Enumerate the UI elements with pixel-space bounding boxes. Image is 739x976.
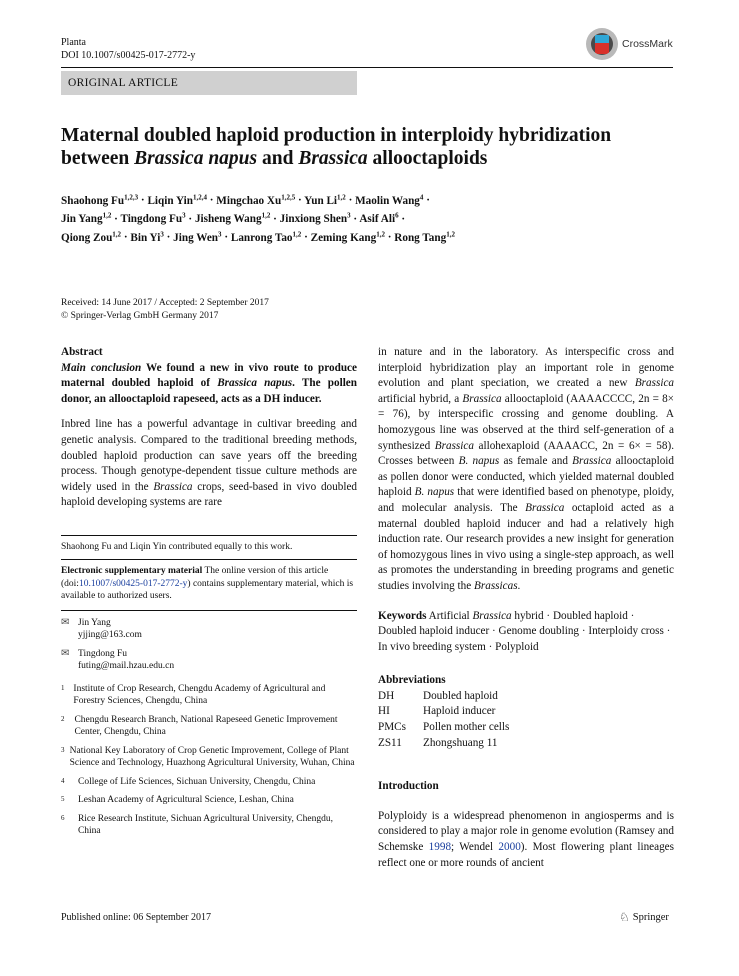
affiliation-item (61, 794, 357, 807)
contact-name: Jin Yang (78, 617, 111, 628)
title-genus: Brassica (298, 148, 368, 169)
italic-term: Brassica (634, 377, 674, 390)
text-run: Inbred line has a powerful advantage in cultivar breeding and genetic analysis. Compared to the traditional breeding methods, doubled haploid production can save years off the breeding process. Though genotype-dependent tissue culture methods are widely used in the (61, 418, 357, 493)
abbreviation-value: Doubled haploid (423, 689, 498, 702)
abbreviation-key: ZS11 (378, 736, 402, 749)
italic-term: Brassicas (474, 579, 518, 592)
author-name: Jisheng Wang$^{1,2}$ (194, 211, 271, 226)
italic-term: Brassica (572, 455, 612, 468)
author-name: Mingchao Xu$^{1,2,5}$ (216, 193, 296, 207)
author-name: Tingdong Fu$^3$ (120, 211, 186, 226)
contact-email[interactable]: futing@mail.hzau.edu.cn (78, 661, 175, 672)
keywords-label: Keywords (378, 609, 427, 622)
affiliation-text: Chengdu Research Branch, National Rapeseed Genetic Improvement Center, Chengdu, China (74, 714, 338, 738)
publisher-name: Springer (632, 912, 669, 923)
text-run: . The pollen donor, an allooctaploid rapeseed, acts as a DH inducer. (61, 377, 357, 405)
footnote-rule (61, 559, 357, 560)
article-title (61, 124, 673, 170)
affiliation-number: 5 (61, 795, 65, 804)
italic-term: Brassica (525, 501, 565, 514)
italic-term: Brassica napus (217, 377, 293, 390)
author-name: Zeming Kang$^{1,2}$ (310, 230, 385, 245)
affiliation-text: National Key Laboratory of Crop Genetic Improvement, College of Plant Science and Technology, Huazhong Agricultural University, Wuhan, China (69, 745, 355, 769)
affiliation-text: Institute of Crop Research, Chengdu Academy of Agricultural and Forestry Sciences, Chengdu, China (73, 683, 326, 707)
abbreviation-item (378, 720, 674, 736)
contact-item (61, 617, 357, 642)
abbreviation-item (378, 689, 674, 705)
italic-term: B. napus (414, 486, 455, 499)
publisher-logo (619, 910, 669, 925)
crossmark-badge[interactable] (586, 28, 673, 60)
esm-text: The online version of this article (doi: (61, 566, 329, 589)
abstract-heading: Abstract (61, 346, 103, 358)
contact-list (61, 617, 357, 673)
article-type-banner: ORIGINAL ARTICLE (61, 71, 357, 95)
citation-link[interactable]: 2000 (498, 841, 521, 854)
author-name: Jing Wen$^3$ (173, 230, 222, 245)
abbreviation-list (378, 689, 674, 751)
affiliation-number: 1 (61, 683, 65, 692)
envelope-icon: ✉ (61, 647, 70, 659)
contact-item (61, 648, 357, 673)
main-conclusion-label: Main conclusion (61, 361, 142, 374)
italic-term: Brassica (472, 609, 512, 622)
abbreviations-heading: Abbreviations (378, 674, 446, 687)
affiliation-item (61, 683, 357, 708)
author-name: Jin Yang$^{1,2}$ (61, 211, 112, 226)
text-run: allooctaploid as pollen donor were conducted, which yielded maternal doubled haploid (378, 455, 674, 499)
italic-term: Brassica (434, 439, 474, 452)
text-run: that were identified based on phenotype, ploidy, and molecular analysis. The (378, 486, 674, 514)
doi: DOI 10.1007/s00425-017-2772-y (61, 50, 196, 61)
text-run: in nature and in the laboratory. As interspecific cross and interploid hybridization play an important role in genome evolution and plant speciation, we created a new (378, 346, 674, 390)
esm-doi-link[interactable]: 10.1007/s00425-017-2772-y (78, 578, 188, 589)
esm-label: Electronic supplementary material (61, 566, 203, 577)
author-name: Liqin Yin$^{1,2,4}$ (147, 193, 207, 207)
text-run: artificial hybrid, a (378, 392, 463, 405)
journal-name: Planta (61, 37, 86, 48)
abbreviation-value: Pollen mother cells (423, 721, 510, 734)
author-name: Jinxiong Shen$^3$ (279, 211, 351, 226)
author-name: Maolin Wang$^4$ (355, 193, 424, 207)
introduction-text (378, 809, 674, 871)
text-run: ). Most flowering plant lineages reflect one or more rounds of ancient (378, 841, 675, 869)
abbreviation-key: PMCs (378, 721, 406, 734)
crossmark-label: CrossMark (622, 38, 673, 50)
abstract-body-right (378, 345, 674, 595)
text-run: crops, seed-based in vivo doubled haploid developing systems are rare (61, 480, 357, 509)
abbreviation-item (378, 736, 674, 752)
crossmark-icon (586, 28, 618, 60)
abbreviation-item (378, 704, 674, 720)
published-date: Published online: 06 September 2017 (61, 912, 211, 923)
text-run: Polyploidy is a widespread phenomenon in angiosperms and is considered to play a major role in genome evolution (Ramsey and Schemske (378, 809, 674, 854)
introduction-heading: Introduction (378, 780, 439, 793)
contact-email[interactable]: yjjing@163.com (78, 630, 142, 641)
author-name: Shaohong Fu$^{1,2,3}$ (61, 193, 139, 207)
envelope-icon: ✉ (61, 616, 70, 628)
title-species: Brassica napus (134, 148, 258, 169)
esm-note (61, 565, 357, 603)
affiliation-number: 6 (61, 813, 65, 822)
esm-text: ) contains supplementary material, which is available to authorized users. (61, 578, 354, 602)
author-name: Rong Tang$^{1,2}$ (394, 230, 455, 245)
italic-term: Brassica (153, 480, 193, 493)
article-dates (61, 297, 269, 322)
equal-contribution-note: Shaohong Fu and Liqin Yin contributed equally to this work. (61, 541, 293, 552)
contact-name: Tingdong Fu (78, 648, 128, 659)
affiliation-text: College of Life Sciences, Sichuan University, Chengdu, China (78, 776, 316, 787)
text-run: allohexaploid (AAAACC, 2n = 6× = 58). Crosses between (378, 439, 675, 468)
affiliation-text: Leshan Academy of Agricultural Science, Leshan, China (78, 795, 294, 806)
affiliation-item (61, 714, 357, 739)
title-line-2 (61, 147, 673, 170)
author-name: Bin Yi$^3$ (130, 230, 164, 245)
affiliation-item (61, 745, 357, 770)
affiliation-list (61, 683, 357, 838)
copyright: © Springer-Verlag GmbH Germany 2017 (61, 310, 219, 321)
author-name: Yun Li$^{1,2}$ (304, 193, 346, 207)
title-text: allooctaploids (367, 148, 488, 169)
text-run: Artificial (426, 609, 473, 622)
title-text: between (61, 148, 135, 169)
springer-horse-icon: ♘ (619, 910, 630, 924)
abbreviation-key: DH (378, 689, 395, 702)
received-accepted: Received: 14 June 2017 / Accepted: 2 September 2017 (61, 298, 269, 308)
title-text: and (257, 148, 299, 169)
text-run: We found a new in vivo route to produce maternal doubled haploid of (61, 361, 357, 390)
affiliation-number: 3 (61, 745, 65, 754)
journal-info (61, 36, 195, 62)
affiliation-item (61, 813, 357, 838)
author-name: Asif Ali$^6$ (359, 211, 399, 226)
header-rule (61, 67, 673, 68)
text-run: octaploid acted as a maternal doubled haploid inducer and had a relatively high induction rate. Our research provides a new insight for generation of homozygous lines in vivo using a single-step approach, as well as promotes the understanding in breeding programs and genetic studies involving the (378, 501, 674, 592)
abbreviation-value: Haploid inducer (423, 705, 496, 718)
keywords (378, 609, 674, 656)
text-run: . (517, 579, 521, 592)
footnote-rule (61, 535, 357, 536)
abbreviation-value: Zhongshuang 11 (423, 736, 498, 749)
citation-link[interactable]: 1998 (428, 841, 452, 854)
right-column (378, 345, 674, 871)
title-line-1: Maternal doubled haploid production in interploidy hybridization (61, 125, 612, 146)
italic-term: B. napus (458, 455, 500, 468)
author-list: Shaohong Fu$^{1,2,3}$ · Liqin Yin$^{1,2,4}$ · Mingchao Xu$^{1,2,5}$ · Yun Li$^{1,2}$ · Maolin Wang$^4$ · Jin Yang$^{1,2}$ · Tingdong $Fu^3$ · Jisheng Wang$^{1,2}$ · Jinxiong Shen$^3$ · Asif Ali$^6$ · Qiong Zou$^{1,2}$ · Bin $Yi^3$ · Jing Wen$^3$ · Lanrong Tao$^{1,2}$ · Zeming Kang$^{1,2}$ · Rong Tang$^{1,2}$ (61, 193, 455, 245)
author-name: Qiong Zou$^{1,2}$ (61, 230, 122, 245)
text-run: ; Wendel (451, 841, 499, 854)
abstract-body-left (61, 417, 357, 511)
left-column (61, 345, 357, 838)
text-run: allooctaploid (AAAACCCC, 2n = 8× = 76), by interspecific crossing and genome doubling. A homozygous line was observed at the third self-generation of a synthesized (378, 392, 674, 452)
footnote-rule (61, 610, 357, 611)
abbreviation-key: HI (378, 705, 390, 718)
affiliation-number: 4 (61, 776, 65, 785)
affiliation-text: Rice Research Institute, Sichuan Agricultural University, Chengdu, China (77, 813, 333, 837)
italic-term: Brassica (462, 392, 502, 405)
text-run: as female and (499, 455, 573, 468)
author-name: Lanrong Tao$^{1,2}$ (230, 230, 302, 245)
affiliation-number: 2 (61, 714, 65, 723)
text-run: hybrid · Doubled haploid · Doubled haploid inducer · Genome doubling · Interploidy cross · In vivo breeding system · Polyploid (378, 609, 671, 653)
main-conclusion (61, 361, 357, 408)
affiliation-item (61, 776, 357, 789)
